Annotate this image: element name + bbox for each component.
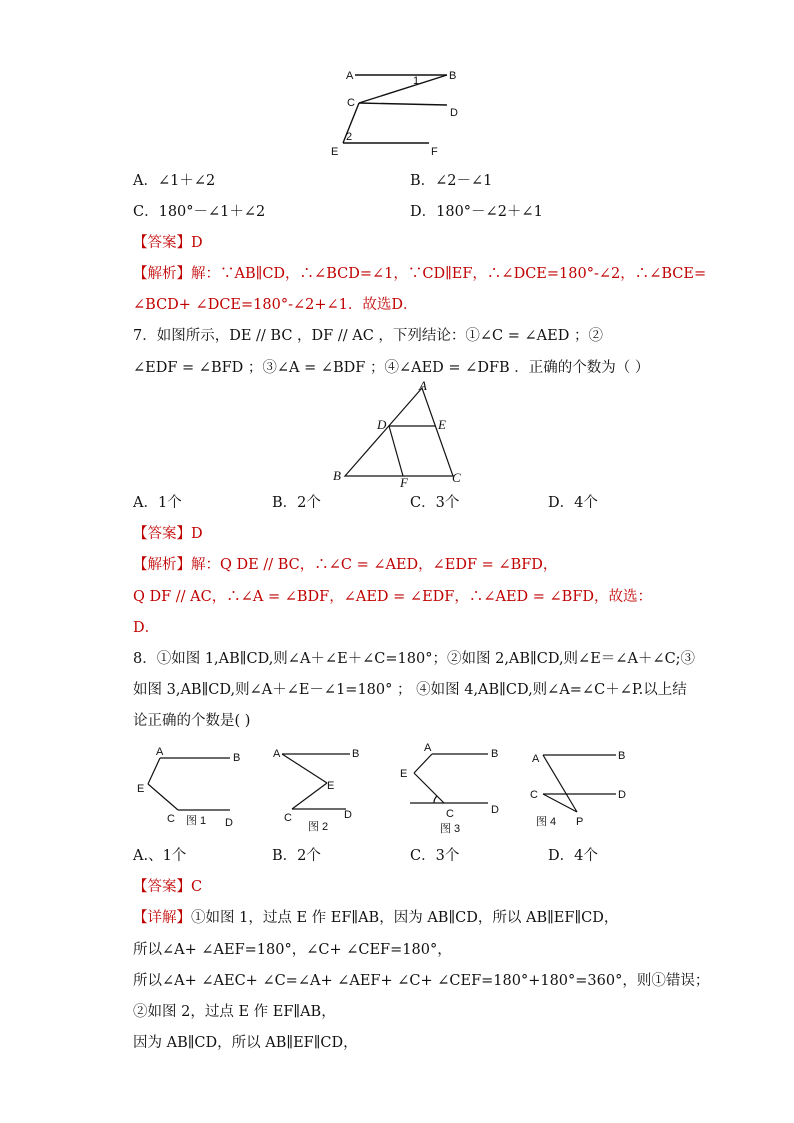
q7-stem-line-2: ∠EDF = ∠BFD ；③∠A = ∠BDF ；④∠AED = ∠DFB ．正确的个数为（ ）: [133, 360, 650, 376]
fig4-caption: 图 4: [536, 816, 557, 828]
q8-option-c: C．3个: [410, 848, 460, 864]
q7-answer: 【答案】D: [133, 526, 203, 542]
q8-stem-line-2: 如图 3,AB∥CD,则∠A＋∠E－∠1=180° ； ④如图 4,AB∥CD,则∠A=∠C＋∠P.以上结: [133, 682, 687, 698]
q8-detail-line-3: 所以∠A+ ∠AEC+ ∠C=∠A+ ∠AEF+ ∠C+ ∠CEF=180°+180°=360°，则①错误；: [133, 973, 710, 989]
q6-label-e: E: [331, 146, 339, 158]
q8-detail-line-4: ②如图 2，过点 E 作 EF∥AB，: [133, 1004, 336, 1020]
q6-option-a: A．∠1＋∠2: [133, 173, 216, 189]
q6-option-b: B．∠2－∠1: [410, 173, 493, 189]
q7-option-d: D．4个: [548, 495, 598, 511]
q7-label-b: B: [333, 468, 341, 483]
fig3-label-c: C: [446, 808, 454, 820]
q6-analysis-line-1: 【解析】解：∵AB∥CD，∴∠BCD=∠1，∵CD∥EF，∴∠DCE=180°-∠2，∴∠BCE=: [133, 266, 707, 282]
q8-stem-line-3: 论正确的个数是( ): [133, 713, 251, 729]
fig2-label-d: D: [344, 809, 352, 821]
fig4-label-p: P: [576, 816, 584, 828]
q7-option-b: B．2个: [272, 495, 321, 511]
fig4-label-d: D: [618, 789, 626, 801]
fig2-label-b: B: [352, 748, 360, 760]
q7-label-f: F: [400, 475, 408, 490]
q6-figure: [325, 62, 475, 162]
q6-answer: 【答案】D: [133, 235, 203, 251]
q7-option-c: C．3个: [410, 495, 460, 511]
q7-analysis-line-2: Q DF // AC，∴∠A = ∠BDF，∠AED = ∠EDF，∴∠AED = ∠BFD，故选：: [133, 589, 653, 605]
q6-angle-1: 1: [413, 75, 420, 87]
fig3-label-b: B: [491, 748, 499, 760]
fig1-label-d: D: [225, 817, 233, 829]
q8-figure-3: [396, 740, 506, 840]
q7-figure: [325, 378, 465, 490]
q8-option-d: D．4个: [548, 848, 598, 864]
q7-analysis-line-3: D．: [133, 620, 160, 636]
q7-option-a: A．1个: [133, 495, 182, 511]
fig1-label-a: A: [156, 746, 164, 758]
fig2-label-e: E: [327, 780, 335, 792]
q8-answer: 【答案】C: [133, 879, 203, 895]
q8-figure-2: [270, 740, 370, 835]
q6-label-c: C: [347, 97, 355, 109]
q6-label-a: A: [346, 70, 354, 82]
fig1-label-c: C: [167, 813, 175, 825]
fig3-caption: 图 3: [440, 823, 461, 835]
q7-analysis-line-1: 【解析】解：Q DE // BC，∴∠C = ∠AED，∠EDF = ∠BFD，: [133, 557, 558, 573]
fig4-label-c: C: [530, 789, 538, 801]
q7-label-d: D: [377, 417, 387, 432]
fig2-caption: 图 2: [308, 821, 329, 833]
q8-option-a: A.、1个: [133, 848, 187, 864]
q7-label-c: C: [452, 470, 461, 485]
q8-detail-line-1-text: ①如图 1，过点 E 作 EF∥AB，因为 AB∥CD，所以 AB∥EF∥CD，: [191, 910, 619, 926]
q6-option-d: D．180°－∠2＋∠1: [410, 204, 543, 220]
q6-angle-2: 2: [346, 131, 353, 143]
fig3-label-d: D: [491, 804, 499, 816]
fig2-label-a: A: [273, 748, 281, 760]
q7-label-a: A: [419, 378, 427, 393]
q8-figure-4: [526, 740, 636, 835]
fig4-label-b: B: [618, 750, 626, 762]
q6-option-c: C．180°－∠1＋∠2: [133, 204, 266, 220]
fig4-label-a: A: [532, 753, 540, 765]
q8-detail-line-2: 所以∠A+ ∠AEF=180°，∠C+ ∠CEF=180°，: [133, 942, 452, 958]
q6-label-f: F: [431, 146, 438, 158]
fig1-label-e: E: [137, 783, 145, 795]
q8-option-b: B．2个: [272, 848, 321, 864]
q8-figure-1: [132, 740, 252, 835]
fig2-label-c: C: [284, 812, 292, 824]
q8-detail-line-1: 【详解】①如图 1，过点 E 作 EF∥AB，因为 AB∥CD，所以 AB∥EF∥CD，: [133, 910, 619, 926]
fig1-caption: 图 1: [186, 815, 207, 827]
fig1-label-b: B: [233, 752, 241, 764]
q7-label-e: E: [438, 417, 446, 432]
q6-label-d: D: [450, 107, 458, 119]
q8-detail-line-5: 因为 AB∥CD，所以 AB∥EF∥CD，: [133, 1035, 358, 1051]
q6-analysis-line-2: ∠BCD+ ∠DCE=180°-∠2+∠1．故选D．: [133, 297, 418, 313]
fig3-label-a: A: [424, 742, 432, 754]
q6-label-b: B: [449, 70, 457, 82]
q8-stem-line-1: 8．①如图 1,AB∥CD,则∠A＋∠E＋∠C=180°；②如图 2,AB∥CD,则∠E＝∠A＋∠C;③: [133, 651, 696, 667]
fig3-label-e: E: [400, 768, 408, 780]
q7-stem-line-1: 7．如图所示，DE // BC ，DF // AC ，下列结论：①∠C = ∠AED ；②: [133, 328, 603, 344]
